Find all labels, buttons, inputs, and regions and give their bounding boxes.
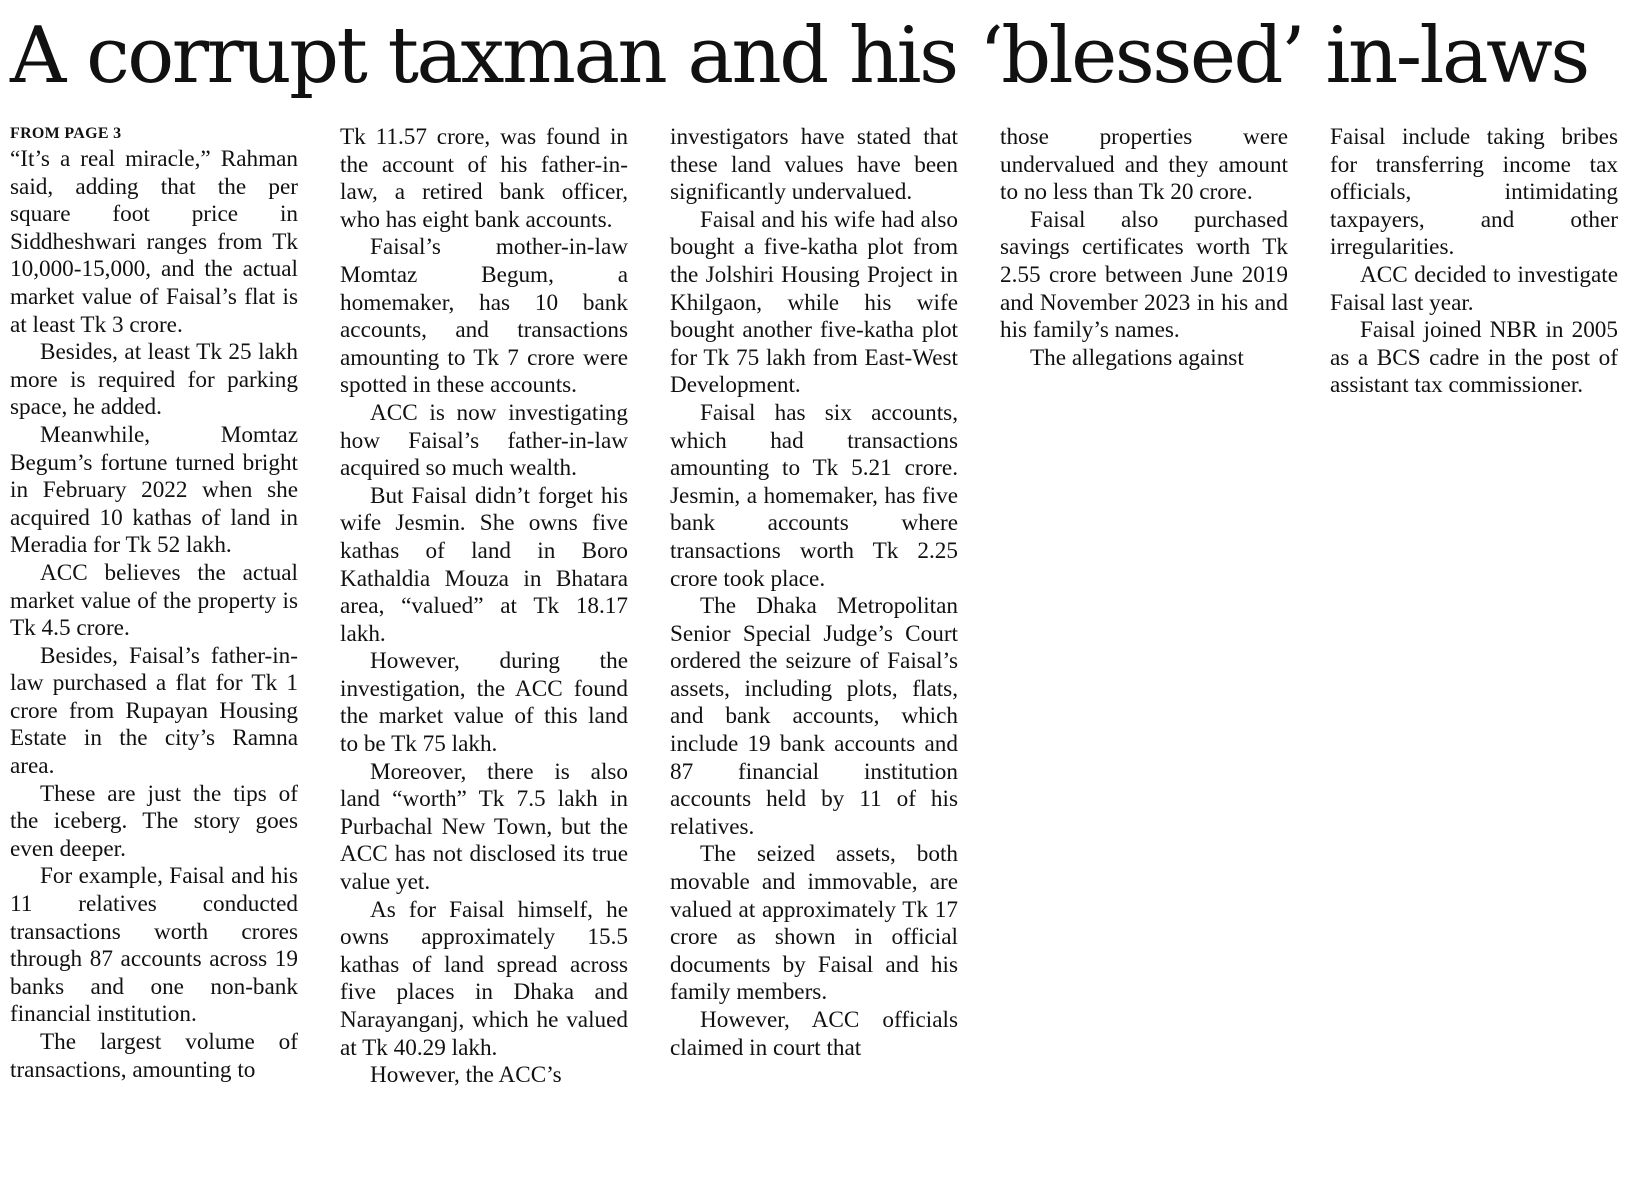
- paragraph: These are just the tips of the iceberg. The story goes even deeper.: [10, 780, 298, 862]
- paragraph: The largest volume of transactions, amounting to: [10, 1029, 298, 1083]
- paragraph: Faisal include taking bribes for transferring income tax officials, intimidating taxpayers, and other irregularities.: [1330, 124, 1618, 261]
- article-column-3: [670, 124, 958, 1062]
- paragraph: For example, Faisal and his 11 relatives conducted transactions worth crores through 87 accounts across 19 banks and one non-bank financial institution.: [10, 863, 298, 1028]
- paragraph: Faisal joined NBR in 2005 as a BCS cadre in the post of assistant tax commissioner.: [1330, 317, 1618, 399]
- paragraph: Faisal has six accounts, which had transactions amounting to Tk 5.21 crore. Jesmin, a homemaker, has five bank accounts where transactions worth Tk 2.25 crore took place.: [670, 399, 958, 592]
- paragraph: Besides, at least Tk 25 lakh more is required for parking space, he added.: [10, 339, 298, 421]
- paragraph: However, ACC officials claimed in court that: [670, 1007, 958, 1061]
- paragraph: Tk 11.57 crore, was found in the account of his father-in-law, a retired bank officer, who has eight bank accounts.: [340, 124, 628, 233]
- jump-label: FROM PAGE 3: [10, 125, 122, 142]
- paragraph: However, the ACC’s: [370, 1062, 562, 1089]
- paragraph: Besides, Faisal’s father-in-law purchased a flat for Tk 1 crore from Rupayan Housing Estate in the city’s Ramna area.: [10, 642, 298, 780]
- paragraph: Moreover, there is also land “worth” Tk 7.5 lakh in Purbachal New Town, but the ACC has not disclosed its true value yet.: [340, 758, 628, 896]
- paragraph: “It’s a real miracle,” Rahman said, adding that the per square foot price in Siddheshwari ranges from Tk 10,000-15,000, and the actual market value of Faisal’s flat is at least Tk 3 crore.: [10, 146, 298, 338]
- article-column-1: [10, 124, 298, 1084]
- paragraph: The seized assets, both movable and immovable, are valued at approximately Tk 17 crore as shown in official documents by Faisal and his family members.: [670, 841, 958, 1006]
- paragraph: Faisal’s mother-in-law Momtaz Begum, a homemaker, has 10 bank accounts, and transactions amounting to Tk 7 crore were spotted in these accounts.: [340, 234, 628, 399]
- paragraph: ACC is now investigating how Faisal’s father-in-law acquired so much wealth.: [340, 399, 628, 482]
- article-column-5: [1330, 124, 1618, 400]
- paragraph: ACC decided to investigate Faisal last year.: [1330, 261, 1618, 316]
- article-column-2: [340, 124, 628, 1090]
- paragraph: investigators have stated that these land values have been significantly undervalued.: [670, 124, 958, 206]
- paragraph: ACC believes the actual market value of the property is Tk 4.5 crore.: [10, 559, 298, 642]
- paragraph: However, during the investigation, the ACC found the market value of this land to be Tk 75 lakh.: [340, 648, 628, 758]
- article-column-4: [1000, 124, 1288, 372]
- paragraph: Meanwhile, Momtaz Begum’s fortune turned bright in February 2022 when she acquired 10 kathas of land in Meradia for Tk 52 lakh.: [10, 421, 298, 559]
- paragraph: Faisal also purchased savings certificates worth Tk 2.55 crore between June 2019 and November 2023 in his and his family’s names.: [1000, 206, 1288, 344]
- paragraph: The allegations against: [1030, 344, 1244, 371]
- paragraph: Faisal and his wife had also bought a five-katha plot from the Jolshiri Housing Project in Khilgaon, while his wife bought another five-katha plot for Tk 75 lakh from East-West Development.: [670, 206, 958, 399]
- paragraph: those properties were undervalued and they amount to no less than Tk 20 crore.: [1000, 124, 1288, 206]
- paragraph: The Dhaka Metropolitan Senior Special Judge’s Court ordered the seizure of Faisal’s assets, including plots, flats, and bank accounts, which include 19 bank accounts and 87 financial institution accounts held by 11 of his relatives.: [670, 593, 958, 840]
- paragraph: But Faisal didn’t forget his wife Jesmin. She owns five kathas of land in Boro Kathaldia Mouza in Bhatara area, “valued” at Tk 18.17 lakh.: [340, 482, 628, 647]
- paragraph: As for Faisal himself, he owns approximately 15.5 kathas of land spread across five places in Dhaka and Narayanganj, which he valued at Tk 40.29 lakh.: [340, 896, 628, 1061]
- article-headline: A corrupt taxman and his ‘blessed’ in-laws: [10, 11, 1588, 101]
